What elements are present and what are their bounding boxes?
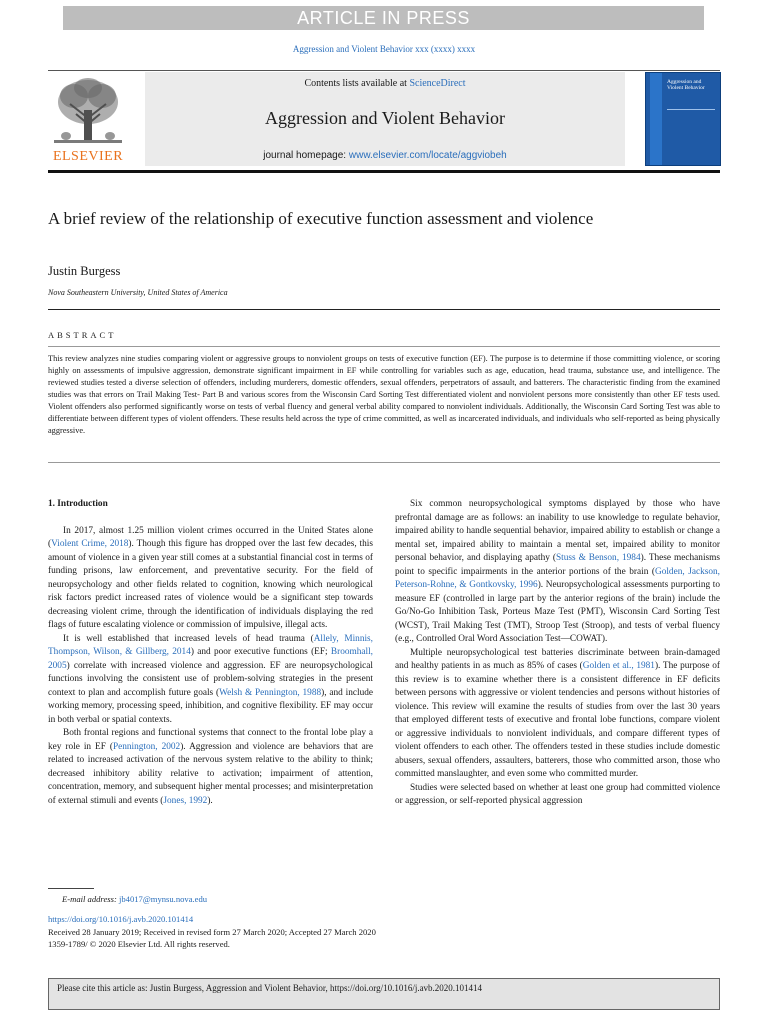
text-run: ) and poor executive functions (EF; bbox=[190, 647, 331, 657]
intro-paragraph-1 bbox=[48, 525, 373, 633]
email-label: E-mail address: bbox=[62, 894, 119, 904]
article-in-press-banner: ARTICLE IN PRESS bbox=[63, 6, 704, 30]
text-run: It is well established that increased levels of head trauma ( bbox=[63, 633, 314, 644]
text-run: ) correlate with increased violence and aggression. EF are neuropsychological functions involving the consistent use of problem-solving strategies in the present context to plan and accomplish future goals ( bbox=[48, 660, 373, 698]
text-run: ). bbox=[207, 795, 213, 806]
journal-homepage-link[interactable]: www.elsevier.com/locate/aggviobeh bbox=[348, 150, 507, 161]
text-run: ). Aggression and violence are behaviors that are related to increased activation of the nervous system relative to the ability to think; decreased inhibitory ability relative to activation; impairment of attention, concentration, memory, and subsequent higher mental processes; and misinterpretation of external stimuli and events ( bbox=[48, 741, 373, 806]
citation-text[interactable]: Please cite this article as: Justin Burgess, Aggression and Violent Behavior, https://doi.org/10.1016/j.avb.2020.101414 bbox=[57, 983, 483, 993]
section-heading-introduction: 1. Introduction bbox=[48, 499, 108, 509]
cover-divider bbox=[667, 109, 715, 110]
elsevier-wordmark: ELSEVIER bbox=[52, 149, 124, 164]
email-footnote bbox=[62, 894, 207, 906]
ref-link-pennington[interactable]: Pennington, 2002 bbox=[112, 741, 181, 752]
text-run: Both frontal regions and functional systems that connect to the frontal lobe play a key role in EF ( bbox=[48, 728, 373, 752]
ref-link-broomhall[interactable]: Broomhall, 2005 bbox=[48, 647, 373, 671]
right-paragraph-2 bbox=[395, 647, 720, 782]
footnote-rule bbox=[48, 888, 94, 889]
ref-link-allely[interactable]: Allely, Minnis, Thompson, Wilson, & Gillberg, 2014 bbox=[48, 633, 373, 657]
intro-paragraph-2 bbox=[48, 633, 373, 728]
abstract-text: This review analyzes nine studies comparing violent or aggressive groups to nonviolent groups on tests of executive function (EF). The purpose is to determine if those committing violence, or scoring highly on assessments of impulsive aggression, demonstrate significant impairment in EF while controlling for variables such as age, education, head trauma, substance use, and intelligence. The reviewed studies tested a diverse selection of offenders, including murderers, domestic offenders, sexual offenders, perpetrators of assault, and batterers. The characteristic finding from the examined studies was that errors on Trail Making Test- Part B and various scores from the Wisconsin Card Sorting Test differentiated violent and nonviolent persons more consistently than other EF tests used. Violent offenders also performed significantly worse on tests of verbal fluency and general verbal ability compared to nonviolent individuals. Additionally, the Wisconsin Card Sorting Test was able to differentiate between different types of violent offenders. These results held across the type of crime committed, as well as incarcerated individuals, and individuals who self-reported as being physically aggressive. bbox=[48, 354, 720, 435]
abstract-inner-rule bbox=[48, 346, 720, 347]
text-run: ). These mechanisms point to specific impairments in the anterior portions of the brain ( bbox=[395, 553, 720, 577]
intro-paragraph-3 bbox=[48, 727, 373, 808]
sciencedirect-link[interactable]: ScienceDirect bbox=[409, 78, 466, 89]
text-run: In 2017, almost 1.25 million violent crimes occurred in the United States alone ( bbox=[48, 525, 373, 549]
ref-link-welsh[interactable]: Welsh & Pennington, 1988 bbox=[219, 687, 322, 698]
masthead-top-rule bbox=[48, 70, 720, 71]
citation-box bbox=[48, 978, 720, 1010]
email-link[interactable]: jb4017@mynsu.nova.edu bbox=[118, 894, 208, 904]
cover-stripe bbox=[650, 73, 662, 165]
journal-homepage-line bbox=[145, 150, 625, 161]
contents-available-line bbox=[145, 78, 625, 89]
ref-link-jones[interactable]: Jones, 1992 bbox=[163, 795, 208, 806]
abstract-bottom-rule bbox=[48, 462, 720, 463]
ref-link-golden-1996[interactable]: Golden, Jackson, Peterson-Rohne, & Gontkovsky, 1996 bbox=[395, 566, 720, 590]
text-run: ). Neuropsychological assessments purporting to measure EF (controlled in large part by the anterior regions of the brain) include the Go/No-Go Inhibition Task, Porteus Maze Test (PMT), Wisconsin Card Sorting Test (WCST), Trail Making Test (TMT), Stroop Test (Stroop), and tests of verbal fluency (e.g., Controlled Oral Word Association Test—COWAT). bbox=[395, 580, 721, 644]
doi-link[interactable] bbox=[48, 914, 193, 926]
received-dates: Received 28 January 2019; Received in revised form 27 March 2020; Accepted 27 March 2020 bbox=[48, 927, 376, 937]
ref-link-violent-crime[interactable]: Violent Crime, 2018 bbox=[51, 539, 129, 549]
contents-prefix: Contents lists available at bbox=[304, 78, 410, 89]
text-run: Six common neuropsychological symptoms displayed by those who have prefrontal damage are as follows: an inability to use knowledge to regulate behavior, impaired ability to handle sequential behavior, impaired ability to establish or change a mental set, impaired ability to maintain a mental set, impaired ability to monitor personal behavior, and displaying apathy ( bbox=[395, 499, 720, 563]
doi-link-text[interactable]: https://doi.org/10.1016/j.avb.2020.101414 bbox=[48, 914, 194, 924]
author-name[interactable]: Justin Burgess bbox=[48, 264, 121, 278]
right-paragraph-3: Studies were selected based on whether at least one group had committed violence or aggression, or self-reported physical aggression bbox=[395, 782, 720, 806]
abstract-heading: ABSTRACT bbox=[48, 330, 117, 340]
right-paragraph-1 bbox=[395, 498, 720, 647]
masthead-bottom-rule bbox=[48, 170, 720, 173]
text-run: Multiple neuropsychological test batteries discriminate between brain-damaged and healthy patients in as much as 85% of cases ( bbox=[395, 647, 720, 671]
right-column bbox=[395, 498, 720, 809]
text-run: ). The purpose of this review is to examine whether there is a consistent difference in EF deficits between persons with aggressive or violent tendencies and persons without histories of violence. This review will examine the results of studies from over the last 30 years that employed different tests of executive and frontal lobe functions, compare violent or aggressive individuals to nonviolent individuals, and compare different types of violent offenders to each other. The offenders tested in these studies include domestic abusers, sexual offenders, assaulters, batterers, those who committed arson, those who committed manslaughter, and even some who committed murder. bbox=[395, 661, 720, 779]
ref-link-stuss[interactable]: Stuss & Benson, 1984 bbox=[555, 553, 641, 563]
left-column bbox=[48, 498, 373, 808]
journal-title: Aggression and Violent Behavior bbox=[264, 108, 506, 128]
journal-reference-link[interactable]: Aggression and Violent Behavior xxx (xxxx) xxxx bbox=[292, 44, 476, 54]
homepage-prefix: journal homepage: bbox=[263, 150, 349, 161]
cover-title: Aggression and Violent Behavior bbox=[667, 79, 705, 91]
author-affiliation: Nova Southeastern University, United States of America bbox=[48, 288, 228, 297]
text-run: ), and include working memory, processing speed, inhibition, and cognitive flexibility. EF may occur in both verbal or spatial contexts. bbox=[48, 687, 373, 725]
text-run: ). Though this figure has dropped over the last few decades, this amount of violence in a given year still comes at a substantial financial cost in terms of funding prisons, law enforcement, and preventative security. For the field of neuropsychology and other fields related to cognition, knowing which neurological risk factors predict increased rates of violence would be a significant step towards decreasing violent crime, through the identification of individuals displaying the red flags of future escalating violence or commission of impulsive, illegal acts. bbox=[48, 539, 373, 630]
ref-link-golden-1981[interactable]: Golden et al., 1981 bbox=[582, 661, 655, 671]
abstract-top-rule bbox=[48, 309, 720, 310]
article-title: A brief review of the relationship of executive function assessment and violence bbox=[48, 209, 594, 228]
copyright-line: 1359-1789/ © 2020 Elsevier Ltd. All rights reserved. bbox=[48, 939, 230, 949]
journal-cover-thumbnail[interactable] bbox=[645, 72, 721, 166]
